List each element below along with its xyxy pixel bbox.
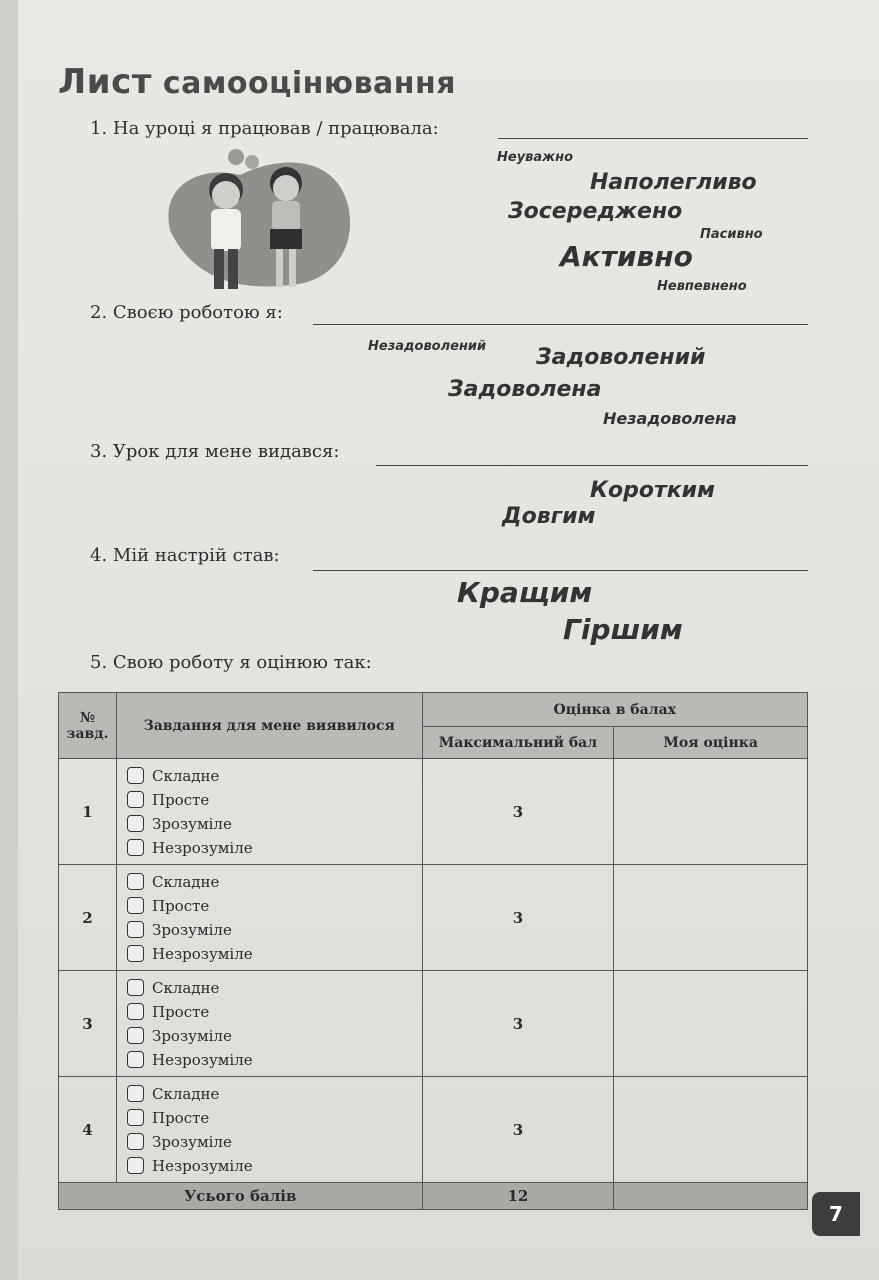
question-1: 1. На уроці я працював / працювала: — [90, 118, 439, 139]
option-nezrozumile[interactable]: Незрозуміле — [117, 836, 422, 860]
checkbox[interactable] — [127, 873, 144, 890]
header-my-score: Моя оцінка — [614, 727, 808, 759]
option-nezrozumile[interactable]: Незрозуміле — [117, 942, 422, 966]
checkbox[interactable] — [127, 815, 144, 832]
option-proste[interactable]: Просте — [117, 894, 422, 918]
word-nevpevneno: Невпевнено — [657, 279, 747, 294]
my-score-cell[interactable] — [614, 759, 808, 865]
checkbox[interactable] — [127, 921, 144, 938]
my-score-cell[interactable] — [614, 865, 808, 971]
max-score: 3 — [422, 865, 614, 971]
table-row — [59, 865, 808, 971]
total-max-score: 12 — [422, 1183, 614, 1210]
question-3: 3. Урок для мене видався: — [90, 441, 340, 462]
header-task-number: № завд. — [59, 693, 117, 759]
word-hirshym: Гіршим — [563, 613, 683, 646]
checkbox[interactable] — [127, 945, 144, 962]
question-2: 2. Своєю роботою я: — [90, 302, 283, 323]
task-number: 2 — [59, 865, 117, 971]
total-row — [59, 1183, 808, 1210]
answer-line-4[interactable] — [313, 570, 808, 571]
checkbox[interactable] — [127, 767, 144, 784]
word-zadovolena: Задоволена — [448, 377, 602, 402]
my-score-cell[interactable] — [614, 1077, 808, 1183]
word-napoleglyvo: Наполегливо — [590, 170, 757, 195]
option-zrozumile[interactable]: Зрозуміле — [117, 1130, 422, 1154]
total-label: Усього балів — [59, 1183, 423, 1210]
option-skladne[interactable]: Складне — [117, 976, 422, 1000]
header-score: Оцінка в балах — [422, 693, 807, 727]
checkbox[interactable] — [127, 1157, 144, 1174]
option-nezrozumile[interactable]: Незрозуміле — [117, 1048, 422, 1072]
my-score-cell[interactable] — [614, 971, 808, 1077]
option-skladne[interactable]: Складне — [117, 764, 422, 788]
checkbox[interactable] — [127, 1085, 144, 1102]
checkbox[interactable] — [127, 1027, 144, 1044]
option-zrozumile[interactable]: Зрозуміле — [117, 1024, 422, 1048]
kids-illustration — [160, 145, 360, 300]
option-proste[interactable]: Просте — [117, 1106, 422, 1130]
word-pasyvno: Пасивно — [700, 227, 763, 242]
checkbox[interactable] — [127, 1051, 144, 1068]
table-row — [59, 1077, 808, 1183]
checkbox[interactable] — [127, 897, 144, 914]
checkbox[interactable] — [127, 791, 144, 808]
total-my-score-cell[interactable] — [614, 1183, 808, 1210]
page-title: Лист самооцінювання — [58, 62, 457, 102]
max-score: 3 — [422, 1077, 614, 1183]
word-nezadovolenyi: Незадоволений — [368, 339, 487, 354]
option-zrozumile[interactable]: Зрозуміле — [117, 812, 422, 836]
speech-bubble-icon — [228, 149, 244, 165]
checkbox[interactable] — [127, 1003, 144, 1020]
question-5: 5. Свою роботу я оцінюю так: — [90, 652, 372, 673]
header-task: Завдання для мене виявилося — [116, 693, 422, 759]
max-score: 3 — [422, 759, 614, 865]
option-proste[interactable]: Просте — [117, 788, 422, 812]
checkbox[interactable] — [127, 979, 144, 996]
word-nezadovolena: Незадоволена — [603, 409, 737, 428]
word-korotkym: Коротким — [590, 478, 716, 503]
checkbox[interactable] — [127, 1133, 144, 1150]
task-number: 3 — [59, 971, 117, 1077]
option-proste[interactable]: Просте — [117, 1000, 422, 1024]
task-number: 4 — [59, 1077, 117, 1183]
self-assessment-table — [58, 692, 808, 1210]
table-row — [59, 759, 808, 865]
page-number: 7 — [812, 1192, 860, 1236]
option-skladne[interactable]: Складне — [117, 1082, 422, 1106]
checkbox[interactable] — [127, 1109, 144, 1126]
word-dovhym: Довгим — [502, 504, 596, 529]
task-number: 1 — [59, 759, 117, 865]
answer-line-2[interactable] — [313, 324, 808, 325]
word-krashchym: Кращим — [457, 576, 593, 609]
word-zadovolenyi: Задоволений — [536, 345, 706, 370]
table-row — [59, 971, 808, 1077]
max-score: 3 — [422, 971, 614, 1077]
question-4: 4. Мій настрій став: — [90, 545, 280, 566]
word-zoseredzheno: Зосереджено — [508, 199, 683, 224]
header-max-score: Максимальний бал — [422, 727, 614, 759]
checkbox[interactable] — [127, 839, 144, 856]
word-aktyvno: Активно — [560, 240, 693, 273]
answer-line-3[interactable] — [376, 465, 808, 466]
option-zrozumile[interactable]: Зрозуміле — [117, 918, 422, 942]
option-skladne[interactable]: Складне — [117, 870, 422, 894]
option-nezrozumile[interactable]: Незрозуміле — [117, 1154, 422, 1178]
word-neuvazhno: Неуважно — [497, 150, 574, 165]
answer-line-1[interactable] — [498, 138, 808, 139]
